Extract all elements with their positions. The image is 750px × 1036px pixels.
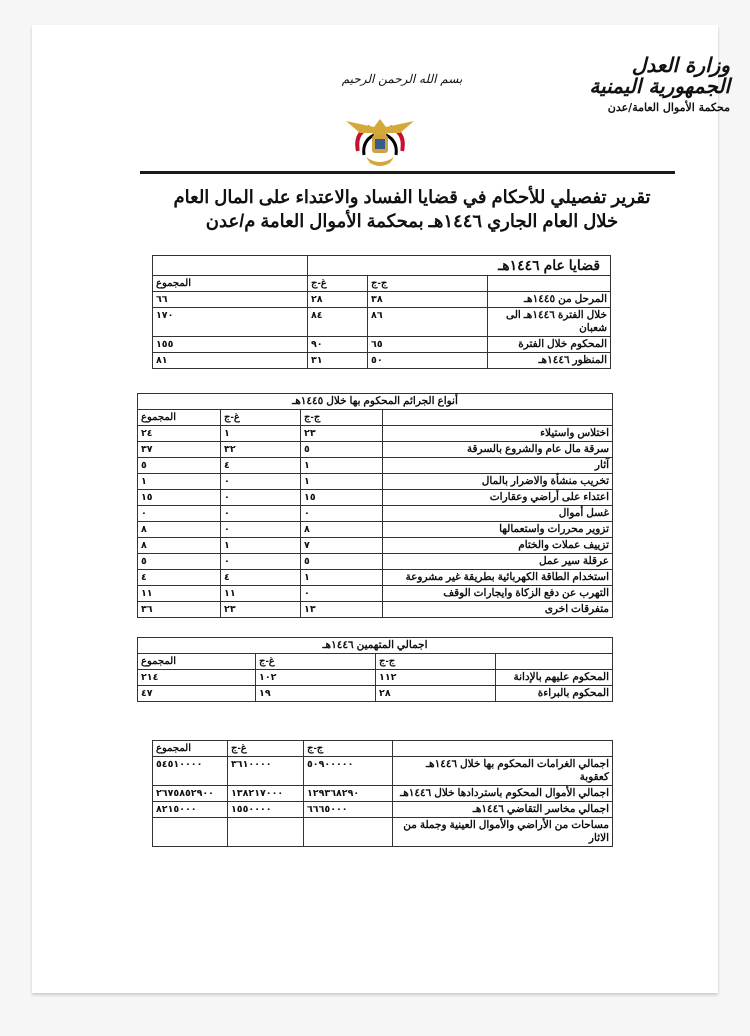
row-label: المحكوم خلال الفترة	[488, 337, 611, 353]
cell-gj: ٠	[221, 490, 301, 506]
cases-table-title: قضايا عام ١٤٤٦هـ	[308, 256, 611, 276]
defendants-table	[137, 637, 613, 702]
cell-total: ٨	[138, 538, 221, 554]
cell-total: ٣٦	[138, 602, 221, 618]
document-page	[32, 25, 730, 993]
cell-total: ١٧٠	[153, 308, 308, 337]
table-caption-row	[138, 394, 613, 410]
header-label	[383, 410, 613, 426]
row-label: عرقلة سير عمل	[383, 554, 613, 570]
cell-jj: ٥	[301, 442, 383, 458]
row-label: استخدام الطاقة الكهربائية بطريقة غير مشروعة	[383, 570, 613, 586]
crimes-table-title: أنواع الجرائم المحكوم بها خلال ١٤٤٥هـ	[138, 394, 613, 410]
cell-jj: ١	[301, 458, 383, 474]
row-label: اجمالي الغرامات المحكوم بها خلال ١٤٤٦هـ كعقوبة	[393, 757, 613, 786]
table-header-row	[153, 741, 613, 757]
cell-jj: ٠	[301, 586, 383, 602]
cell-total: ٦٦	[153, 292, 308, 308]
header-total: المجموع	[153, 741, 228, 757]
cell-jj: ٥٠	[368, 353, 488, 369]
cell-jj: ١	[301, 474, 383, 490]
cell-total: ١	[138, 474, 221, 490]
table-row	[153, 786, 613, 802]
row-label: تزوير محررات واستعمالها	[383, 522, 613, 538]
cell-gj: ٩٠	[308, 337, 368, 353]
republic-name: الجمهورية اليمنية	[589, 74, 730, 98]
cell-total: ٢٤	[138, 426, 221, 442]
header-label	[496, 654, 613, 670]
cell-gj: ٠	[221, 554, 301, 570]
cell-jj: ٧	[301, 538, 383, 554]
table-row	[153, 292, 611, 308]
cell-gj: ٨٤	[308, 308, 368, 337]
table-row	[138, 538, 613, 554]
letterhead	[580, 55, 730, 113]
cell-gj: ١١	[221, 586, 301, 602]
table-row	[138, 586, 613, 602]
row-label: المحكوم عليهم بالإدانة	[496, 670, 613, 686]
cell-jj: ١١٢	[376, 670, 496, 686]
cell-gj: ١	[221, 538, 301, 554]
header-jj: ج-ج	[301, 410, 383, 426]
cell-jj: ٣٨	[368, 292, 488, 308]
table-row	[138, 522, 613, 538]
cell-total: ٤	[138, 570, 221, 586]
header-divider	[140, 171, 675, 174]
header-label	[488, 276, 611, 292]
header-jj: ج-ج	[368, 276, 488, 292]
cell-total: ٢١٤	[138, 670, 256, 686]
row-label: مساحات من الأراضي والأموال العينية وجملة من الاثار	[393, 818, 613, 847]
cell-jj: ١	[301, 570, 383, 586]
row-label: خلال الفترة ١٤٤٦هـ الى شعبان	[488, 308, 611, 337]
cell-jj: ٥	[301, 554, 383, 570]
table-header-row	[138, 410, 613, 426]
cell-total: ٠	[138, 506, 221, 522]
cell-gj: ٠	[221, 506, 301, 522]
cell-gj	[228, 818, 304, 847]
cell-total: ٥	[138, 554, 221, 570]
table-caption-row	[153, 256, 611, 276]
table-row	[153, 353, 611, 369]
cell-jj: ١٣	[301, 602, 383, 618]
cell-total: ٢٦٧٥٨٥٢٩٠٠	[153, 786, 228, 802]
cell-total: ٣٧	[138, 442, 221, 458]
table-row	[153, 802, 613, 818]
cell-gj: ٠	[221, 474, 301, 490]
court-name: محكمة الأموال العامة/عدن	[607, 101, 730, 114]
defendants-table-title: اجمالي المتهمين ١٤٤٦هـ	[138, 638, 613, 654]
header-gj: غ-ج	[256, 654, 376, 670]
row-label: تزييف عملات والختام	[383, 538, 613, 554]
cell-gj: ٤	[221, 458, 301, 474]
cell-jj: ١٢٩٣٦٨٢٩٠	[304, 786, 393, 802]
row-label: اعتداء على أراضي وعقارات	[383, 490, 613, 506]
header-total: المجموع	[138, 410, 221, 426]
cell-total: ١٥	[138, 490, 221, 506]
cell-jj: ٠	[301, 506, 383, 522]
row-label: اجمالي مخاسر التقاضي ١٤٤٦هـ	[393, 802, 613, 818]
row-label: غسل أموال	[383, 506, 613, 522]
header-jj: ج-ج	[304, 741, 393, 757]
cell-jj: ٨٦	[368, 308, 488, 337]
cell-gj: ١٠٢	[256, 670, 376, 686]
report-title-line2: خلال العام الجاري ١٤٤٦هـ بمحكمة الأموال العامة م/عدن	[205, 211, 619, 231]
cell-gj: ٣٢	[221, 442, 301, 458]
cell-gj: ١٥٥٠٠٠٠	[228, 802, 304, 818]
cases-table	[152, 255, 611, 369]
cell-total: ٥	[138, 458, 221, 474]
header-total: المجموع	[153, 276, 308, 292]
basmala: بسم الله الرحمن الرحيم	[341, 72, 463, 86]
cell-jj: ٢٣	[301, 426, 383, 442]
row-label: المحكوم بالبراءة	[496, 686, 613, 702]
row-label: متفرقات اخرى	[383, 602, 613, 618]
financial-table	[152, 740, 613, 847]
cell-total: ١٥٥	[153, 337, 308, 353]
row-label: اجمالي الأموال المحكوم باستردادها خلال ١٤٤٦هـ	[393, 786, 613, 802]
cell-jj: ١٥	[301, 490, 383, 506]
cell-gj: ٠	[221, 522, 301, 538]
table-row	[153, 337, 611, 353]
row-label: آثار	[383, 458, 613, 474]
table-row	[138, 670, 613, 686]
cell-total: ٤٧	[138, 686, 256, 702]
cell-gj: ٤	[221, 570, 301, 586]
table-header-row	[153, 276, 611, 292]
cell-gj: ١	[221, 426, 301, 442]
table-row	[138, 426, 613, 442]
table-row	[138, 442, 613, 458]
table-row	[138, 474, 613, 490]
cell-jj: ٨	[301, 522, 383, 538]
cell-total: ٨١	[153, 353, 308, 369]
cell-gj: ١٩	[256, 686, 376, 702]
table-header-row	[138, 654, 613, 670]
cell-jj: ٦٥	[368, 337, 488, 353]
row-label: التهرب عن دفع الزكاة وايجارات الوقف	[383, 586, 613, 602]
header-gj: غ-ج	[221, 410, 301, 426]
cell-gj: ٢٨	[308, 292, 368, 308]
table-row	[138, 686, 613, 702]
row-label: المرحل من ١٤٤٥هـ	[488, 292, 611, 308]
table-row	[138, 490, 613, 506]
row-label: المنظور ١٤٤٦هـ	[488, 353, 611, 369]
table-row	[153, 818, 613, 847]
report-title-line1: تقرير تفصيلي للأحكام في قضايا الفساد والاعتداء على المال العام	[173, 187, 651, 207]
cell-gj: ٣١	[308, 353, 368, 369]
cell-total: ٨	[138, 522, 221, 538]
table-row	[138, 506, 613, 522]
yemen-emblem-icon	[344, 111, 416, 171]
table-row	[138, 570, 613, 586]
cell-jj	[304, 818, 393, 847]
cell-jj: ٦٦٦٥٠٠٠	[304, 802, 393, 818]
cell-jj: ٥٠٩٠٠٠٠٠	[304, 757, 393, 786]
table-row	[138, 458, 613, 474]
empty-cell	[153, 256, 308, 276]
row-label: تخريب منشأة والاضرار بالمال	[383, 474, 613, 490]
header-gj: غ-ج	[228, 741, 304, 757]
report-title	[132, 185, 692, 233]
cell-total: ٨٢١٥٠٠٠	[153, 802, 228, 818]
table-row	[153, 757, 613, 786]
table-row	[138, 602, 613, 618]
cell-gj: ٢٣	[221, 602, 301, 618]
cell-gj: ٣٦١٠٠٠٠	[228, 757, 304, 786]
cell-total	[153, 818, 228, 847]
row-label: اختلاس واستيلاء	[383, 426, 613, 442]
cell-jj: ٢٨	[376, 686, 496, 702]
ministry-name: وزارة العدل	[631, 53, 730, 77]
header-jj: ج-ج	[376, 654, 496, 670]
header-total: المجموع	[138, 654, 256, 670]
table-row	[153, 308, 611, 337]
cell-total: ١١	[138, 586, 221, 602]
header-label	[393, 741, 613, 757]
cell-gj: ١٣٨٢١٧٠٠٠	[228, 786, 304, 802]
row-label: سرقة مال عام والشروع بالسرقة	[383, 442, 613, 458]
table-row	[138, 554, 613, 570]
header-gj: غ-ج	[308, 276, 368, 292]
table-caption-row	[138, 638, 613, 654]
cell-total: ٥٤٥١٠٠٠٠	[153, 757, 228, 786]
crimes-table	[137, 393, 613, 618]
